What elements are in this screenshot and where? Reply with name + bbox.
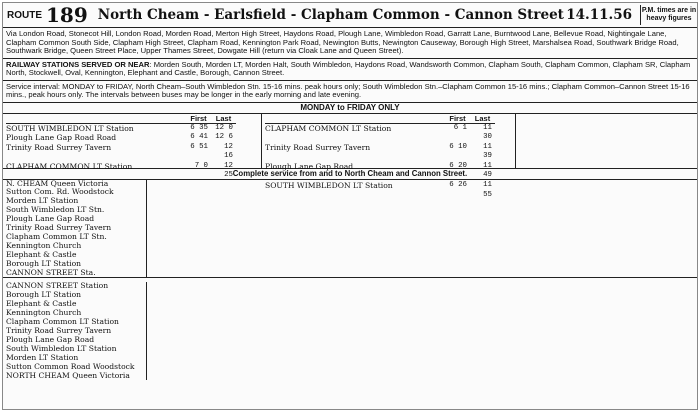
stop-name: Clapham Common LT Stn. [6, 231, 107, 241]
stop-name: Clapham Common LT Station [6, 317, 119, 327]
first-time: 6 35 [190, 123, 208, 132]
stop-name: Morden LT Station [6, 196, 79, 206]
stop-name: Plough Lane Gap Road [6, 334, 95, 344]
route-label: ROUTE [7, 9, 42, 21]
last-time: 11 55 [483, 181, 492, 199]
short-stop: Trinity Road Surrey Tavern [6, 142, 112, 152]
first-time: 6 20 [449, 161, 467, 170]
last-time: 12 25 [224, 161, 233, 180]
first-time: 6 51 [190, 142, 208, 151]
stop-name: Borough LT Station [6, 258, 82, 268]
stop-name: Morden LT Station [6, 352, 79, 362]
stop-name: NORTH CHEAM Queen Victoria [6, 370, 130, 380]
short-stop: SOUTH WIMBLEDON LT Station [6, 123, 134, 133]
last-time: 12 0 [215, 123, 233, 132]
timetable-page [2, 2, 698, 410]
last-time: 12 16 [224, 142, 233, 161]
short-stop: Plough Lane Gap Road [265, 161, 354, 171]
stop-name: Sutton Com. Rd. Woodstock [6, 187, 114, 197]
outbound-times [147, 180, 697, 278]
route-date: 14.11.56 [566, 7, 632, 23]
short-stop: Trinity Road Surrey Tavern [265, 142, 371, 152]
stop-name: Elephant & Castle [6, 249, 77, 259]
stop-name: Elephant & Castle [6, 299, 77, 309]
stop-name: Borough LT Station [6, 290, 82, 300]
inbound-stops [3, 282, 147, 380]
route-header [3, 3, 697, 28]
first-time: 6 41 [190, 133, 208, 142]
railway-label: RAILWAY STATIONS SERVED OR NEAR [6, 59, 150, 69]
last-time: 11 49 [483, 161, 492, 180]
via-paragraph: Via London Road, Stonecot Hill, London Road, Morden Road, Merton High Street, Haydons Road, Plough Lane, Wimbledon Road, Garratt Lane, Burntwood Lane, Bellevue Road, Nightingale Lane, Clapham Common South Side, Clapham High Street, Clapham Road, Kennington Park Road, Newington Butts, Newington Causeway, Borough High Street, Marshalsea Road, Southwark Bridge Road, Southwark Bridge, Queen Street Place, Upper Thames Street, Dowgate Hill (return via Cloak Lane and Queen Street). [3, 28, 697, 59]
complete-service-title: Complete service from and to North Cheam and Cannon Street. [3, 169, 697, 180]
route-title: North Cheam - Earlsfield - Clapham Common - Cannon Street [97, 7, 564, 23]
first-label: First [186, 114, 211, 124]
short-stop: CLAPHAM COMMON LT Station [6, 161, 133, 171]
stop-name: CANNON STREET Sta. [6, 267, 96, 277]
timetable-outbound [3, 180, 697, 279]
first-time: 6 26 [449, 181, 467, 190]
short-stop: SOUTH WIMBLEDON LT Station [265, 181, 393, 191]
first-time: 6 1 [453, 123, 467, 132]
first-time: 7 0 [194, 161, 208, 170]
stop-name: N. CHEAM Queen Victoria [6, 178, 109, 188]
service-label: Service interval [6, 81, 58, 91]
stop-name: Sutton Common Road Woodstock [6, 361, 135, 371]
railway-paragraph: RAILWAY STATIONS SERVED OR NEAR: Morden South, Morden LT, Morden Halt, South Wimbledon, Haydons Road, Wandsworth Common, Clapham South, Clapham Common, Clapham SR, Clapham North, Stockwell, Oval, Kennington, Elephant and Castle, Borough, Cannon Street. [3, 59, 697, 81]
stop-name: CANNON STREET Station [6, 281, 109, 291]
timetable-inbound [3, 278, 697, 380]
last-time: 11 30 [483, 123, 492, 142]
stop-name: South Wimbledon LT Stn. [6, 205, 105, 215]
last-label: Last [211, 114, 236, 124]
last-time: 11 39 [483, 142, 492, 161]
first-time: 6 10 [449, 142, 467, 151]
stop-name: Kennington Church [6, 240, 82, 250]
first-label: First [445, 114, 470, 124]
last-time: 12 6 [215, 133, 233, 142]
short-table-filler [516, 114, 697, 168]
stop-name: Trinity Road Surrey Tavern [6, 326, 112, 335]
short-stop: Plough Lane Gap Road Road [6, 133, 117, 143]
pm-note: P.M. times are in heavy figures [640, 5, 697, 25]
stop-name: Plough Lane Gap Road [6, 214, 95, 224]
short-stop: CLAPHAM COMMON LT Station [265, 123, 392, 133]
stop-name: Trinity Road Surrey Tavern [6, 223, 112, 233]
last-label: Last [470, 114, 495, 124]
stop-name: Kennington Church [6, 308, 82, 318]
inbound-times [147, 282, 697, 380]
outbound-stops [3, 180, 147, 278]
section-title: MONDAY to FRIDAY ONLY [3, 103, 697, 114]
service-paragraph: Service interval: MONDAY to FRIDAY, North Cheam–South Wimbledon Stn. 15-16 mins. peak hours only; South Wimbledon Stn.–Clapham Common 15-16 mins.; Clapham Common–Cannon Street 15-16 mins., peak hours only. The intervals between buses may be longer in the early morning and late evening. [3, 81, 697, 103]
railway-text: Morden South, Morden LT, Morden Halt, South Wimbledon, Haydons Road, Wandsworth Common, Clapham South, Clapham Common, Clapham SR, Clapham North, Stockwell, Oval, Kennington, Elephant and Castle, Borough, Cannon Street. [6, 59, 691, 77]
route-number: 189 [46, 3, 88, 27]
service-text: MONDAY to FRIDAY, North Cheam–South Wimbledon Stn. 15-16 mins. peak hours only; South Wimbledon Stn.–Clapham Common 15-16 mins.; Clapham Common–Cannon Street 15-16 mins., peak hours only. The intervals between buses may be longer in the early morning and late evening. [6, 81, 690, 99]
short-table-left [3, 113, 262, 180]
stop-name: South Wimbledon LT Station [6, 343, 117, 353]
